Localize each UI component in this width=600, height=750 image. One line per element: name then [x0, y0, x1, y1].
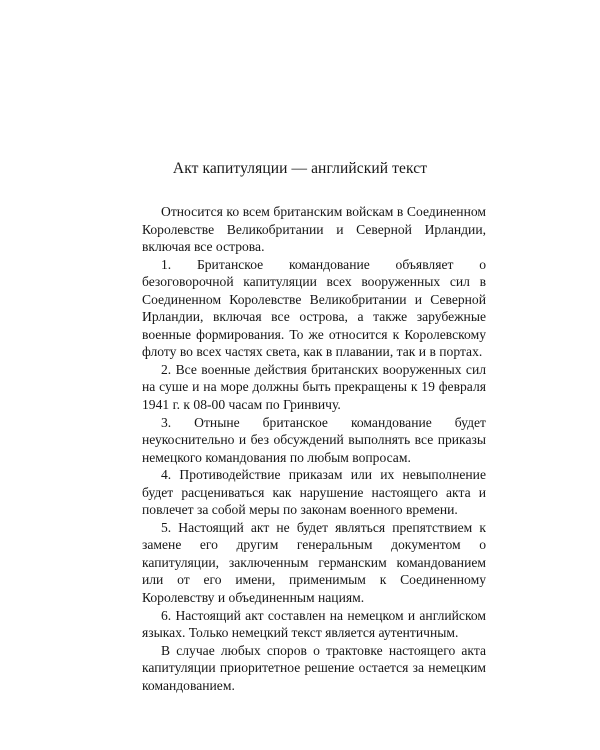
closing-paragraph: В случае любых споров о трактовке настоящего акта капитуляции приоритетное решение остается за немецким командованием. — [142, 642, 486, 693]
page-title: Акт капитуляции — английский текст — [172, 160, 428, 177]
clause-5-paragraph: 5. Настоящий акт не будет являться препятствием к замене его другим генеральным документом о капитуляции, заключенным германским командованием или от его имени, применимым к Соединенному Королевству и объединенным нациям. — [142, 519, 486, 606]
clause-4-paragraph: 4. Противодействие приказам или их невыполнение будет расцениваться как нарушение настоящего акта и повлечет за собой меры по законам военного времени. — [142, 467, 486, 518]
intro-paragraph: Относится ко всем британским войскам в Соединенном Королевстве Великобритании и Северной Ирландии, включая все острова. — [142, 204, 486, 255]
article-body — [142, 203, 486, 694]
clause-6-paragraph: 6. Настоящий акт составлен на немецком и английском языках. Только немецкий текст является аутентичным. — [142, 607, 486, 641]
clause-2-paragraph: 2. Все военные действия британских вооруженных сил на суше и на море должны быть прекращены к 19 февраля 1941 г. к 08-00 часам по Гринвичу. — [142, 361, 486, 413]
clause-3-paragraph: 3. Отныне британское командование будет неукоснительно и без обсуждений выполнять все приказы немецкого командования по любым вопросам. — [142, 414, 486, 465]
clause-1-paragraph: 1. Британское командование объявляет о безоговорочной капитуляции всех вооруженных сил в Соединенном Королевстве Великобритании и Северной Ирландии, включая все острова, а также зарубежные военные формирования. То же относится к Королевскому флоту во всех частях света, как в плавании, так и в портах. — [142, 256, 486, 360]
